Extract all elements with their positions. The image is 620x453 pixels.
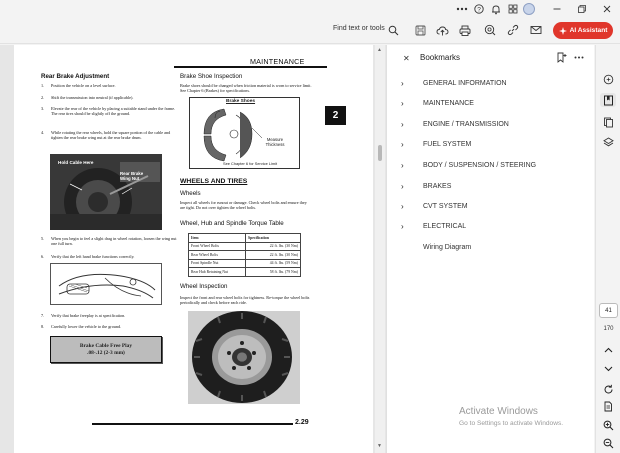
avatar[interactable] [523,3,535,15]
layers-icon[interactable] [600,135,616,149]
step: 7. Verify that brake freeplay is at specification. [41,313,126,318]
header-rule [174,66,327,68]
table-row: Rear Hub Retaining Nut 58 ft. lbs. (79 Nm) [189,268,301,277]
previous-page-icon[interactable] [600,343,616,357]
step: 5. When you begin to feel a slight drag in wheel rotation, loosen the wing nut one full turn. [41,236,177,247]
page-total: 170 [603,326,614,332]
apps-icon[interactable] [506,2,520,16]
table-row: Rear Wheel Bolts 22 ft. lbs. (30 Nm) [189,251,301,260]
torque-table-title: Wheel, Hub and Spindle Torque Table [180,220,284,227]
wing-nut-label: Rear Brake Wing Nut [120,171,144,181]
step: 8. Carefully lower the vehicle to the ground. [41,324,122,329]
footer-rule [92,423,293,425]
torque-table [188,233,301,277]
upload-cloud-icon[interactable] [435,23,449,37]
zoom-in-icon[interactable] [600,418,616,432]
bookmark-item[interactable]: › MAINTENANCE [401,98,474,108]
wheel-inspection-title: Wheel Inspection [180,283,228,290]
step: 6. Verify that the left hand brake functions correctly. [41,254,135,259]
bookmark-item[interactable]: › ENGINE / TRANSMISSION [401,119,509,129]
brake-shoe-title: Brake Shoe Inspection [180,73,243,80]
wheels-tires-title: WHEELS AND TIRES [180,178,248,185]
bookmark-item[interactable]: › FUEL SYSTEM [401,139,472,149]
minimize-icon[interactable] [550,2,564,16]
bell-icon[interactable] [489,2,503,16]
search-icon[interactable] [386,23,400,37]
close-window-icon[interactable] [600,2,614,16]
brake-spec-box: Brake Cable Free Play .08-.12 (2-3 mm) [50,336,162,363]
wheels-title: Wheels [180,190,201,197]
wheel-inspection-text: Inspect the front and rear wheel bolts for tightness. Re-torque the wheel bolts periodically and check before each ride. [180,295,310,306]
scroll-up-icon[interactable]: ▲ [377,47,382,53]
rear-brake-photo [50,154,162,230]
sparkle-icon [559,27,567,35]
bookmarks-panel [386,45,594,453]
ai-assistant-button[interactable] [553,22,613,39]
svg-text:?: ? [477,6,481,14]
bookmark-panel-icon[interactable] [600,93,616,107]
page-number-input[interactable]: 41 [599,303,618,318]
add-bookmark-icon[interactable] [556,52,567,63]
page-number: 2.29 [295,419,309,426]
pdf-page [14,45,373,453]
chevron-right-icon[interactable]: › [401,201,404,211]
chevron-right-icon[interactable]: › [401,119,404,129]
document-search-icon[interactable] [600,399,616,413]
chevron-right-icon[interactable]: › [401,181,404,191]
chevron-right-icon[interactable]: › [401,221,404,231]
refresh-icon[interactable] [600,382,616,396]
bookmark-item[interactable]: › CVT SYSTEM [401,201,468,211]
ai-assistant-label: AI Assistant [569,27,608,34]
help-icon[interactable] [472,2,486,16]
scroll-thumb[interactable] [378,145,382,161]
step: 4. While rotating the rear wheels, hold the square portion of the cable and tighten the rear brake wing nut at the rear brake drum. [41,130,171,141]
mail-icon[interactable] [529,23,543,37]
table-row: Front Spindle Nut 44 ft. lbs. (59 Nm) [189,259,301,268]
link-icon[interactable] [506,23,520,37]
bookmark-item[interactable]: › BRAKES [401,181,452,191]
chevron-right-icon[interactable]: › [401,98,404,108]
step: 2. Shift the transmission into neutral (if applicable). [41,95,134,100]
table-header-row: Item Specification [189,234,301,243]
activate-windows-watermark: Activate Windows Go to Settings to activate Windows. [459,406,564,427]
chapter-tab: 2 [325,106,346,125]
page-header: MAINTENANCE [250,57,305,66]
toolbar [0,18,620,44]
bookmark-item[interactable]: Wiring Diagram [423,243,472,251]
chevron-right-icon[interactable]: › [401,139,404,149]
wheels-text: Inspect all wheels for runout or damage. Check wheel bolts and ensure they are tight. Do not over tighten the wheel bolts. [180,200,307,211]
title-bar [0,0,620,18]
next-page-icon[interactable] [600,362,616,376]
pages-icon[interactable] [600,115,616,129]
bookmark-item[interactable]: › BODY / SUSPENSION / STEERING [401,160,537,170]
wheel-photo [188,311,300,404]
chevron-right-icon[interactable]: › [401,160,404,170]
print-icon[interactable] [458,23,472,37]
save-icon[interactable] [413,23,427,37]
share-search-icon[interactable] [483,23,497,37]
brake-shoes-figure [189,97,300,169]
bookmark-item[interactable]: › GENERAL INFORMATION [401,78,507,88]
brake-shoes-figure-title: Brake Shoes [226,99,256,104]
rear-brake-title: Rear Brake Adjustment [41,73,110,80]
measure-thickness-label: Measure Thickness [265,137,285,147]
scroll-down-icon[interactable]: ▼ [377,443,382,449]
bookmarks-title: Bookmarks [420,53,461,62]
table-row: Front Wheel Bolts 22 ft. lbs. (30 Nm) [189,242,301,251]
restore-icon[interactable] [575,2,589,16]
step: 3. Elevate the rear of the vehicle by placing a suitable stand under the frame. The rear tires should be slightly off the ground. [41,106,176,117]
bookmark-item[interactable]: › ELECTRICAL [401,221,467,231]
hold-cable-label: Hold Cable Here [58,160,94,165]
chevron-right-icon[interactable]: › [401,78,404,88]
step: 1. Position the vehicle on a level surface. [41,83,116,88]
ai-chat-icon[interactable] [600,72,616,86]
zoom-out-icon[interactable] [600,436,616,450]
find-text-label[interactable]: Find text or tools [333,25,385,32]
vertical-scrollbar[interactable] [375,45,385,453]
close-icon[interactable]: ✕ [403,54,410,63]
service-limit-caption: See Chapter 6 for Service Limit [223,161,278,166]
document-view[interactable] [0,45,386,453]
more-icon[interactable] [455,2,469,16]
right-rail [595,45,620,453]
brake-shoe-text: Brake shoes should be changed when friction material is worn to service limit. See Chapter 6 (Brakes) for specifications. [180,83,312,94]
brake-lever-drawing [50,263,162,305]
more-options-icon[interactable] [574,56,584,59]
